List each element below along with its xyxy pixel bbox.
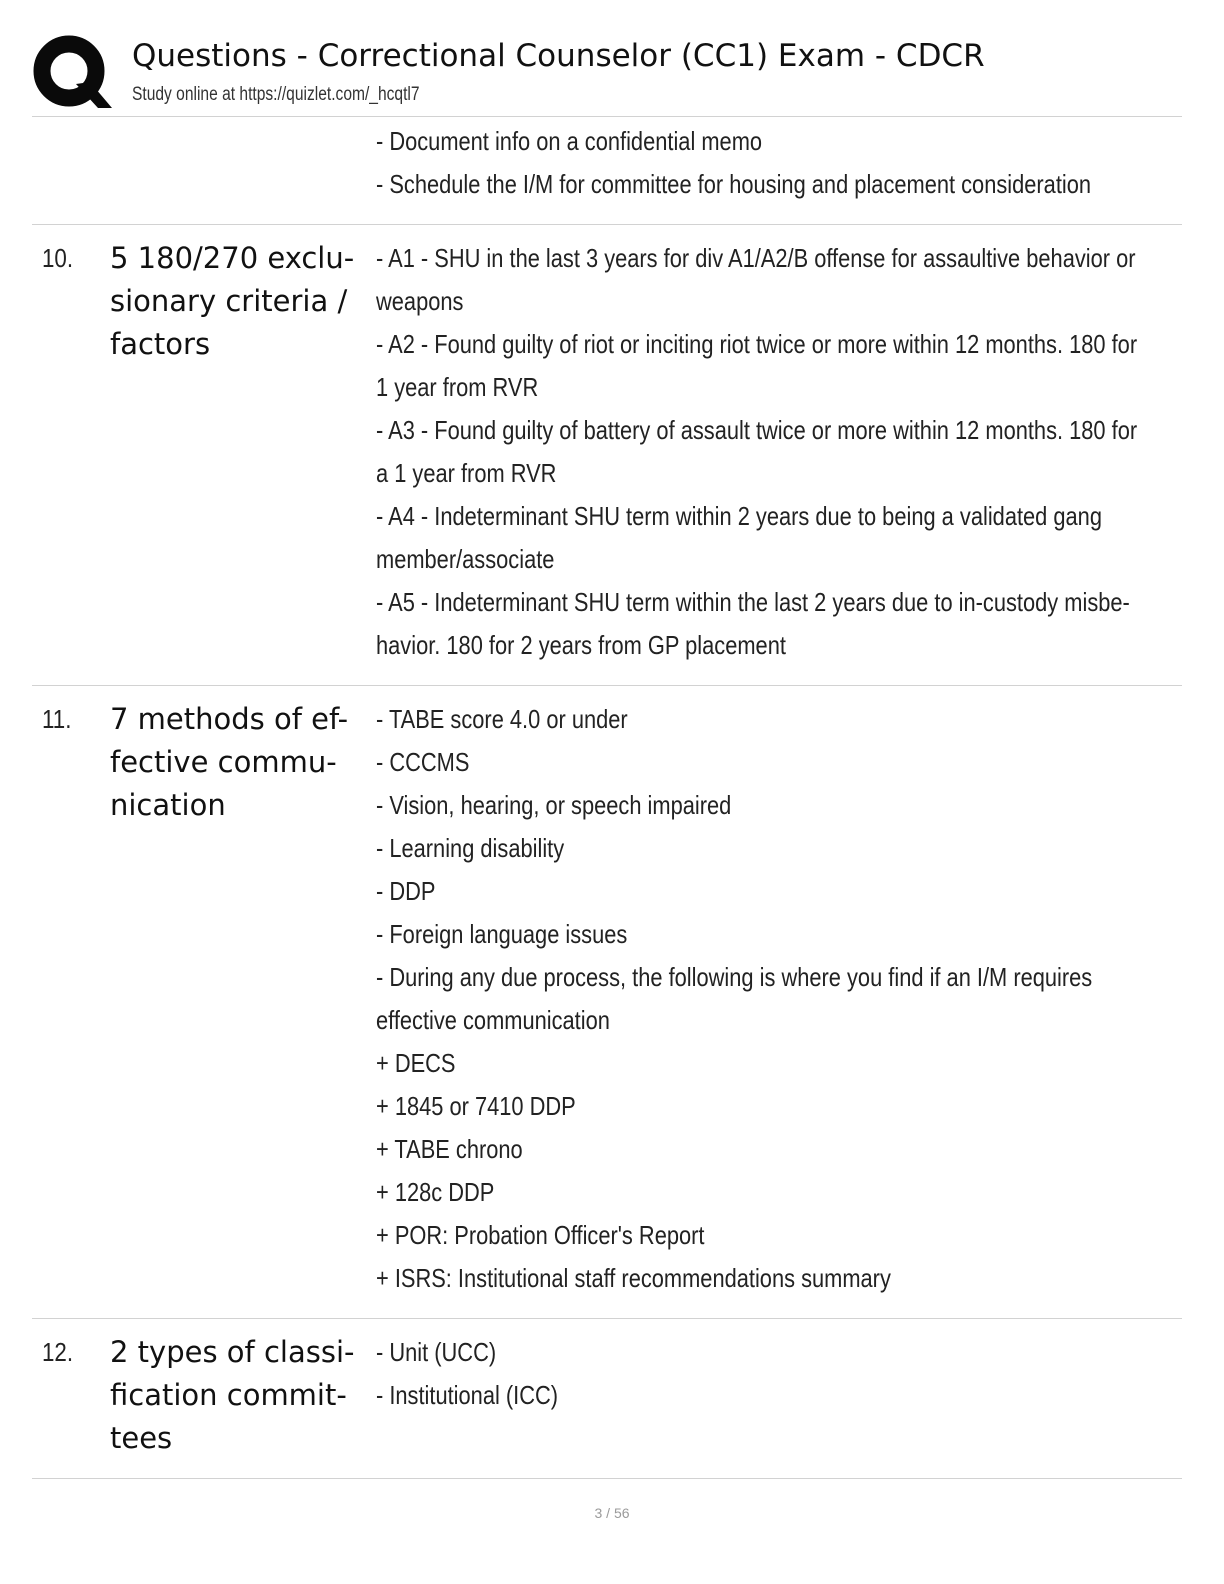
definition-line: - A4 - Indeterminant SHU term within 2 years due to being a validated gang bbox=[376, 501, 1102, 531]
definition-line: effective communication bbox=[376, 1005, 610, 1035]
definition-line: - Document info on a confidential memo bbox=[376, 126, 763, 156]
definition-line: 1 year from RVR bbox=[376, 372, 539, 402]
definition-line: - During any due process, the following is where you find if an I/M requires bbox=[376, 962, 1093, 992]
page-header bbox=[0, 0, 1224, 117]
definition-line: + DECS bbox=[376, 1048, 456, 1078]
definition-line: - DDP bbox=[376, 876, 436, 906]
card-term: 5 180/270 exclu- sionary criteria / factors bbox=[110, 241, 355, 361]
card-number: 11. bbox=[42, 704, 72, 734]
document-title: Questions - Correctional Counselor (CC1) Exam - CDCR bbox=[132, 38, 985, 74]
card-divider bbox=[32, 1318, 1182, 1319]
definition-line: a 1 year from RVR bbox=[376, 458, 557, 488]
card-definition bbox=[376, 1331, 1181, 1417]
card-divider bbox=[32, 224, 1182, 225]
definition-line: - Foreign language issues bbox=[376, 919, 628, 949]
definition-line: + 128c DDP bbox=[376, 1177, 495, 1207]
definition-line: + POR: Probation Officer's Report bbox=[376, 1220, 705, 1250]
definition-line: + TABE chrono bbox=[376, 1134, 523, 1164]
definition-line: + ISRS: Institutional staff recommendations summary bbox=[376, 1263, 891, 1293]
definition-line: havior. 180 for 2 years from GP placement bbox=[376, 630, 786, 660]
card-term: 2 types of classi- fication commit- tees bbox=[110, 1335, 355, 1455]
continued-definition bbox=[376, 120, 1176, 206]
definition-line: - A2 - Found guilty of riot or inciting riot twice or more within 12 months. 180 for bbox=[376, 329, 1138, 359]
study-link[interactable]: Study online at https://quizlet.com/_hcqtl7 bbox=[132, 84, 420, 105]
quizlet-logo-icon bbox=[32, 34, 112, 114]
card-number: 12. bbox=[42, 1337, 74, 1367]
card-divider bbox=[32, 685, 1182, 686]
definition-line: - TABE score 4.0 or under bbox=[376, 704, 628, 734]
card-divider bbox=[32, 1478, 1182, 1479]
definition-line: - A1 - SHU in the last 3 years for div A1/A2/B offense for assaultive behavior or bbox=[376, 243, 1136, 273]
definition-line: - A3 - Found guilty of battery of assault twice or more within 12 months. 180 for bbox=[376, 415, 1138, 445]
definition-line: - Institutional (ICC) bbox=[376, 1380, 559, 1410]
card-term: 7 methods of ef- fective commu- nication bbox=[110, 702, 349, 822]
definition-line: - CCCMS bbox=[376, 747, 470, 777]
card-number: 10. bbox=[42, 243, 74, 273]
definition-line: member/associate bbox=[376, 544, 555, 574]
definition-line: weapons bbox=[376, 286, 464, 316]
definition-line: - Unit (UCC) bbox=[376, 1337, 497, 1367]
card-definition bbox=[376, 698, 1181, 1300]
card-definition bbox=[376, 237, 1181, 667]
definition-line: - A5 - Indeterminant SHU term within the last 2 years due to in-custody misbe- bbox=[376, 587, 1130, 617]
header-divider bbox=[32, 116, 1182, 117]
definition-line: - Vision, hearing, or speech impaired bbox=[376, 790, 732, 820]
definition-line: - Schedule the I/M for committee for housing and placement consideration bbox=[376, 169, 1092, 199]
definition-line: + 1845 or 7410 DDP bbox=[376, 1091, 576, 1121]
definition-line: - Learning disability bbox=[376, 833, 565, 863]
page-number: 3 / 56 bbox=[594, 1505, 630, 1521]
